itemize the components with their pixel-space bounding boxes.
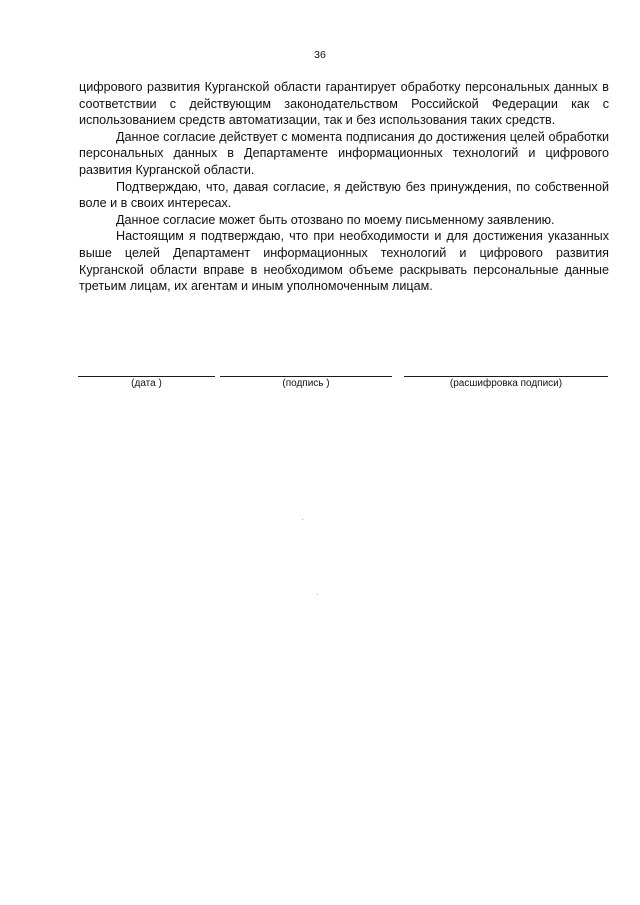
scan-speck xyxy=(317,594,318,595)
date-line xyxy=(78,376,215,377)
paragraph-processing-guarantee: цифрового развития Курганской области гарантирует обработку персональных данных в соответствии с действующим законодательством Российской Федерации как с использованием средств автоматизации, так и без использования таких средств. xyxy=(79,80,609,128)
paragraph-validity-period: Данное согласие действует с момента подписания до достижения целей обработки персональных данных в Департаменте информационных технологий и цифрового развития Курганской области. xyxy=(79,129,609,177)
signature-transcript-label: (расшифровка подписи) xyxy=(449,378,563,389)
consent-text xyxy=(79,79,609,295)
signature-line xyxy=(220,376,392,377)
page-number: 36 xyxy=(314,49,326,61)
signature-block xyxy=(0,371,640,401)
date-label: (дата ) xyxy=(131,378,162,389)
signature-label: (подпись ) xyxy=(282,378,330,389)
paragraph-voluntary-consent: Подтверждаю, что, давая согласие, я действую без принуждения, по собственной воле и в своих интересах. xyxy=(79,179,609,211)
paragraph-third-party-disclosure: Настоящим я подтверждаю, что при необходимости и для достижения указанных выше целей Департамент информационных технологий и цифрового развития Курганской области вправе в необходимом объеме раскрывать персональные данные третьим лицам, их агентам и иным уполномоченным лицам. xyxy=(79,229,609,294)
signature-transcript-line xyxy=(404,376,608,377)
paragraph-revocation: Данное согласие может быть отозвано по моему письменному заявлению. xyxy=(116,212,555,227)
scan-speck xyxy=(302,519,303,520)
